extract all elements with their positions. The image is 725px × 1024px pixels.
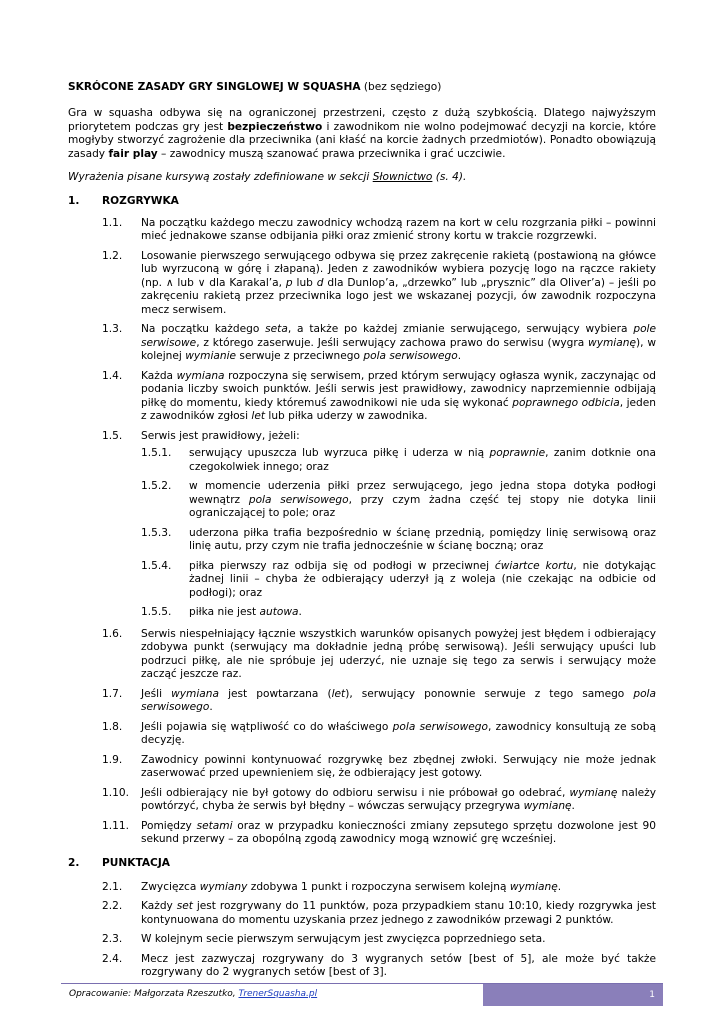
page-number-box [483,984,663,1006]
document-page [68,80,656,986]
italic-note: Wyrażenia pisane kursywą zostały zdefiniowane w sekcji Słownictwo (s. 4). [68,171,467,183]
rule-subitem: 1.5.1. serwujący upuszcza lub wyrzuca piłkę i uderza w nią poprawnie, zanim dotknie ona czegokolwiek innego; oraz [141,447,657,473]
rule-item: 1.4. Każda wymiana rozpoczyna się serwisem, przed którym serwujący ogłasza wynik, zaczynając od podania liczby swoich punktów. Jeśli serwis jest prawidłowy, zawodnicy naprzemiennie odbijają piłkę do momentu, kiedy któremuś zawodnikowi nie uda się wykonać poprawnego odbicia, jeden z zawodników zgłosi let lub piłka uderzy w zawodnika. [102,369,656,422]
rule-item: 1.6. Serwis niespełniający łącznie wszystkich warunków opisanych powyżej jest błędem i odbierający zdobywa punkt (serwujący ma dokładnie jedną próbę serwisową). Jeśli serwujący upuści lub podrzuci piłkę, ale nie spróbuje jej uderzyć, nie uznaje się tego za serwis i serwujący może zacząć jeszcze raz. [102,627,656,680]
rule-item: 2.3. W kolejnym secie pierwszym serwującym jest zwycięzca poprzedniego seta. [102,933,546,945]
rule-item: 1.2. Losowanie pierwszego serwującego odbywa się przez zakręcenie rakietą (postawioną na główce lub wyrzuconą w górę i złapaną). Jeden z zawodników wybiera pozycję logo na rączce rakiety (np. ∧ lub ∨ dla Karakal’a, p lub d dla Dunlop’a, „drzewko” lub „prysznic” dla Oliver’a) – jeśli po zakręceniu rakietą przez przeciwnika logo jest we wskazanej pozycji, ów zawodnik rozpoczyna mecz serwisem. [102,249,657,316]
footer-credit: Opracowanie: Małgorzata Rzeszutko, TrenerSquasha.pl [69,989,318,999]
footer-link[interactable]: TrenerSquasha.pl [238,989,318,999]
glossary-link[interactable]: Słownictwo [372,171,433,183]
rule-subitem: 1.5.4. piłka pierwszy raz odbija się od podłogi w przeciwnej ćwiartce kortu, nie dotykając żadnej linii – chyba że odbierający uderzył ją z woleja (nie czekając na odbicie od podłogi); oraz [141,559,656,599]
rule-item: 1.3. Na początku każdego seta, a także po każdej zmianie serwującego, serwujący wybiera pole serwisowe, z którego zaserwuje. Jeśli serwujący zachowa prawo do serwisu (wygra wymianę), w kolejnej wymianie serwuje z przeciwnego pola serwisowego. [102,323,657,362]
rule-item: 1.5. Serwis jest prawidłowy, jeżeli: [102,429,300,442]
rule-subitem: 1.5.5. piłka nie jest autowa. [141,606,302,618]
intro-paragraph: Gra w squasha odbywa się na ograniczonej przestrzeni, często z dużą szybkością. Dlatego najwyższym priorytetem podczas gry jest bezpieczeństwo i zawodnikom nie wolno podejmować decyzji na korcie, które mogłyby stworzyć zagrożenie dla przeciwnika (ani kłaść na korcie żadnych przedmiotów). Ponadto obowiązują zasady fair play – zawodnicy muszą szanować prawa przeciwnika i grać uczciwie. [68,107,656,160]
rule-item: 2.4. Mecz jest zazwyczaj rozgrywany do 3 wygranych setów [best of 5], ale może być także rozgrywany do 2 wygranych setów [best of 3]. [102,952,656,978]
page-number: 1 [649,990,655,1000]
section-heading-gameplay: 1. ROZGRYWKA [68,194,179,207]
document-title: SKRÓCONE ZASADY GRY SINGLOWEJ W SQUASHA (bez sędziego) [68,81,442,93]
page-footer [61,983,663,1005]
rule-subitem: 1.5.2. w momencie uderzenia piłki przez serwującego, jego jedna stopa dotyka podłogi wewnątrz pola serwisowego, przy czym żadna część tej stopy nie dotyka linii ograniczającej to pole; oraz [141,480,656,519]
rule-item: 1.1. Na początku każdego meczu zawodnicy wchodzą razem na kort w celu rozgrzania piłki – powinni mieć jednakowe szanse odbijania piłki oraz zmienić strony kortu w trakcie rozgrzewki. [102,216,656,242]
rule-item: 2.2. Każdy set jest rozgrywany do 11 punktów, poza przypadkiem stanu 10:10, kiedy rozgrywka jest kontynuowana do momentu uzyskania przez jednego z zawodników przewagi 2 punktów. [102,900,656,926]
rule-item: 1.11. Pomiędzy setami oraz w przypadku konieczności zmiany zepsutego sprzętu dozwolone jest 90 sekund przerwy – za obopólną zgodą zawodnicy mogą wznowić grę wcześniej. [102,819,656,845]
section-heading-scoring: 2. PUNKTACJA [68,856,170,869]
rule-item: 2.1. Zwycięzca wymiany zdobywa 1 punkt i rozpoczyna serwisem kolejną wymianę. [102,880,562,893]
rule-item: 1.7. Jeśli wymiana jest powtarzana (let), serwujący ponownie serwuje z tego samego pola serwisowego. [102,687,656,713]
rule-item: 1.10. Jeśli odbierający nie był gotowy do odbioru serwisu i nie próbował go odebrać, wymianę należy powtórzyć, chyba że serwis był błędny – wówczas serwujący przegrywa wymianę. [102,786,656,812]
rule-item: 1.8. Jeśli pojawia się wątpliwość co do właściwego pola serwisowego, zawodnicy konsultują ze sobą decyzję. [102,720,656,746]
rule-item: 1.9. Zawodnicy powinni kontynuować rozgrywkę bez zbędnej zwłoki. Serwujący nie może jednak zaserwować przed upewnieniem się, że odbierający jest gotowy. [102,753,656,779]
rule-subitem: 1.5.3. uderzona piłka trafia bezpośrednio w ścianę przednią, pomiędzy linię serwisową oraz linię autu, przy czym nie trafia jednocześnie w ścianę boczną; oraz [141,526,656,552]
